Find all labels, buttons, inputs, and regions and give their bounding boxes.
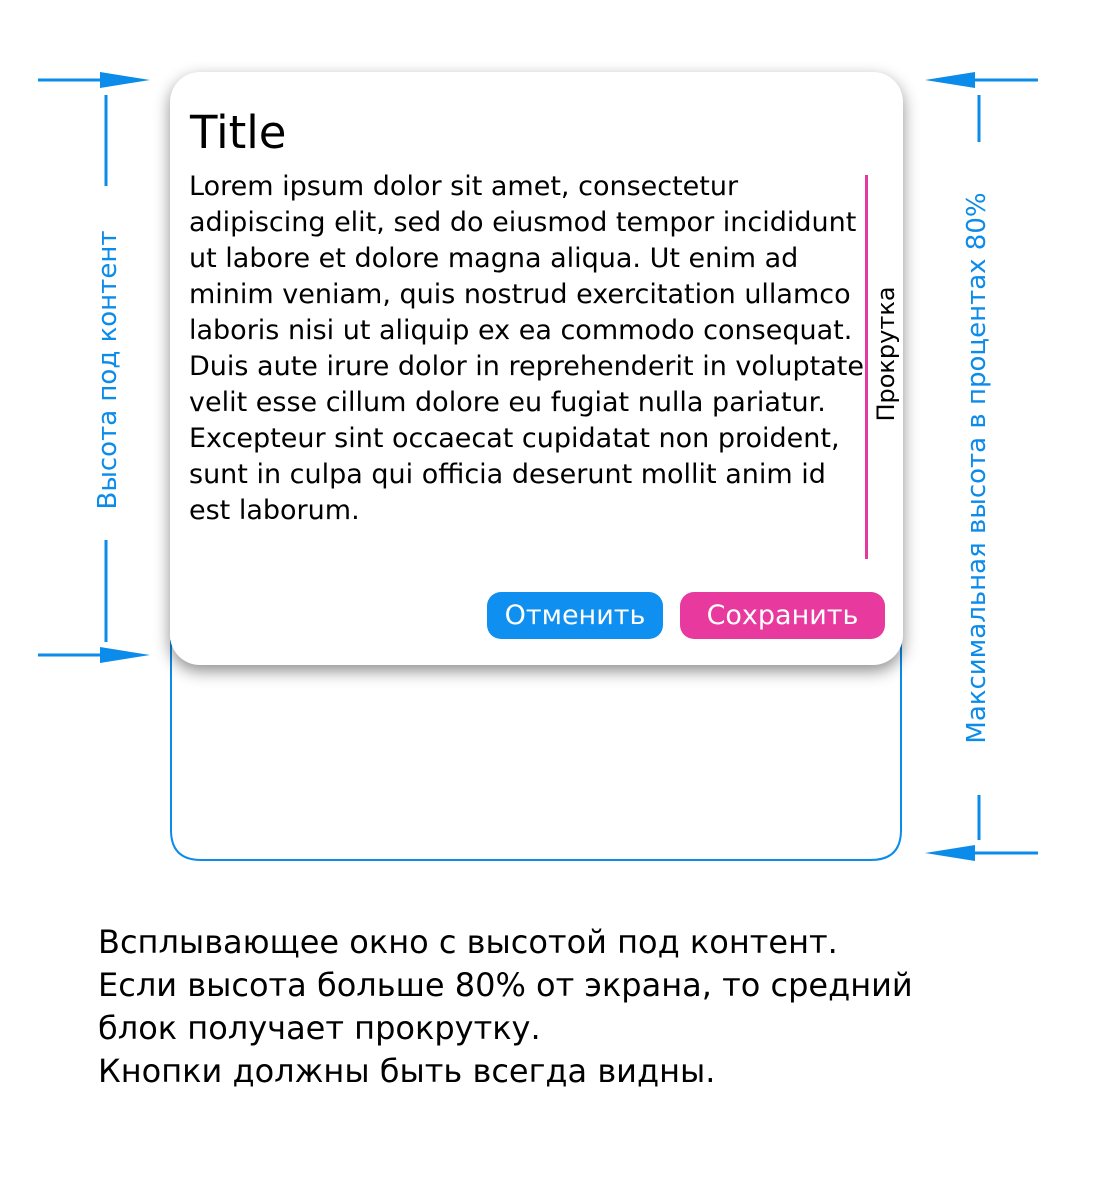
left-dimension-label-text: Высота под контент xyxy=(93,230,123,510)
dialog-body-text: Lorem ipsum dolor sit amet, consectetur adipiscing elit, sed do eiusmod tempor incididunt ut labore et dolore magna aliqua. Ut enim ad minim veniam, quis nostrud exercitation ullamco laboris nisi ut aliquip ex ea commodo consequat. Duis aute irure dolor in reprehenderit in voluptate velit esse cillum dolore eu fugiat nulla pariatur. Excepteur sint occaecat cupidatat non proident, sunt in culpa qui officia deserunt mollit anim id est laborum. xyxy=(189,171,864,526)
dialog-title: Title xyxy=(190,106,287,159)
max-height-outline xyxy=(171,640,901,860)
caption-line: Всплывающее окно с высотой под контент. xyxy=(98,923,838,961)
dialog-body[interactable] xyxy=(189,169,865,529)
arrow-left-icon xyxy=(925,72,975,88)
popup-dialog xyxy=(170,72,903,665)
caption-line: Кнопки должны быть всегда видны. xyxy=(98,1052,716,1090)
right-dimension-label-text: Максимальная высота в процентах 80% xyxy=(962,192,992,744)
description-caption xyxy=(98,921,913,1093)
arrow-right-icon xyxy=(100,647,150,663)
caption-line: блок получает прокрутку. xyxy=(98,1009,541,1047)
save-button[interactable]: Сохранить xyxy=(680,592,885,639)
scroll-label-text: Прокрутка xyxy=(872,286,900,422)
arrow-right-icon xyxy=(100,72,150,88)
caption-line: Если высота больше 80% от экрана, то средний xyxy=(98,966,913,1004)
cancel-button[interactable]: Отменить xyxy=(487,592,663,639)
arrow-left-icon xyxy=(925,845,975,861)
scrollbar[interactable] xyxy=(865,175,868,559)
